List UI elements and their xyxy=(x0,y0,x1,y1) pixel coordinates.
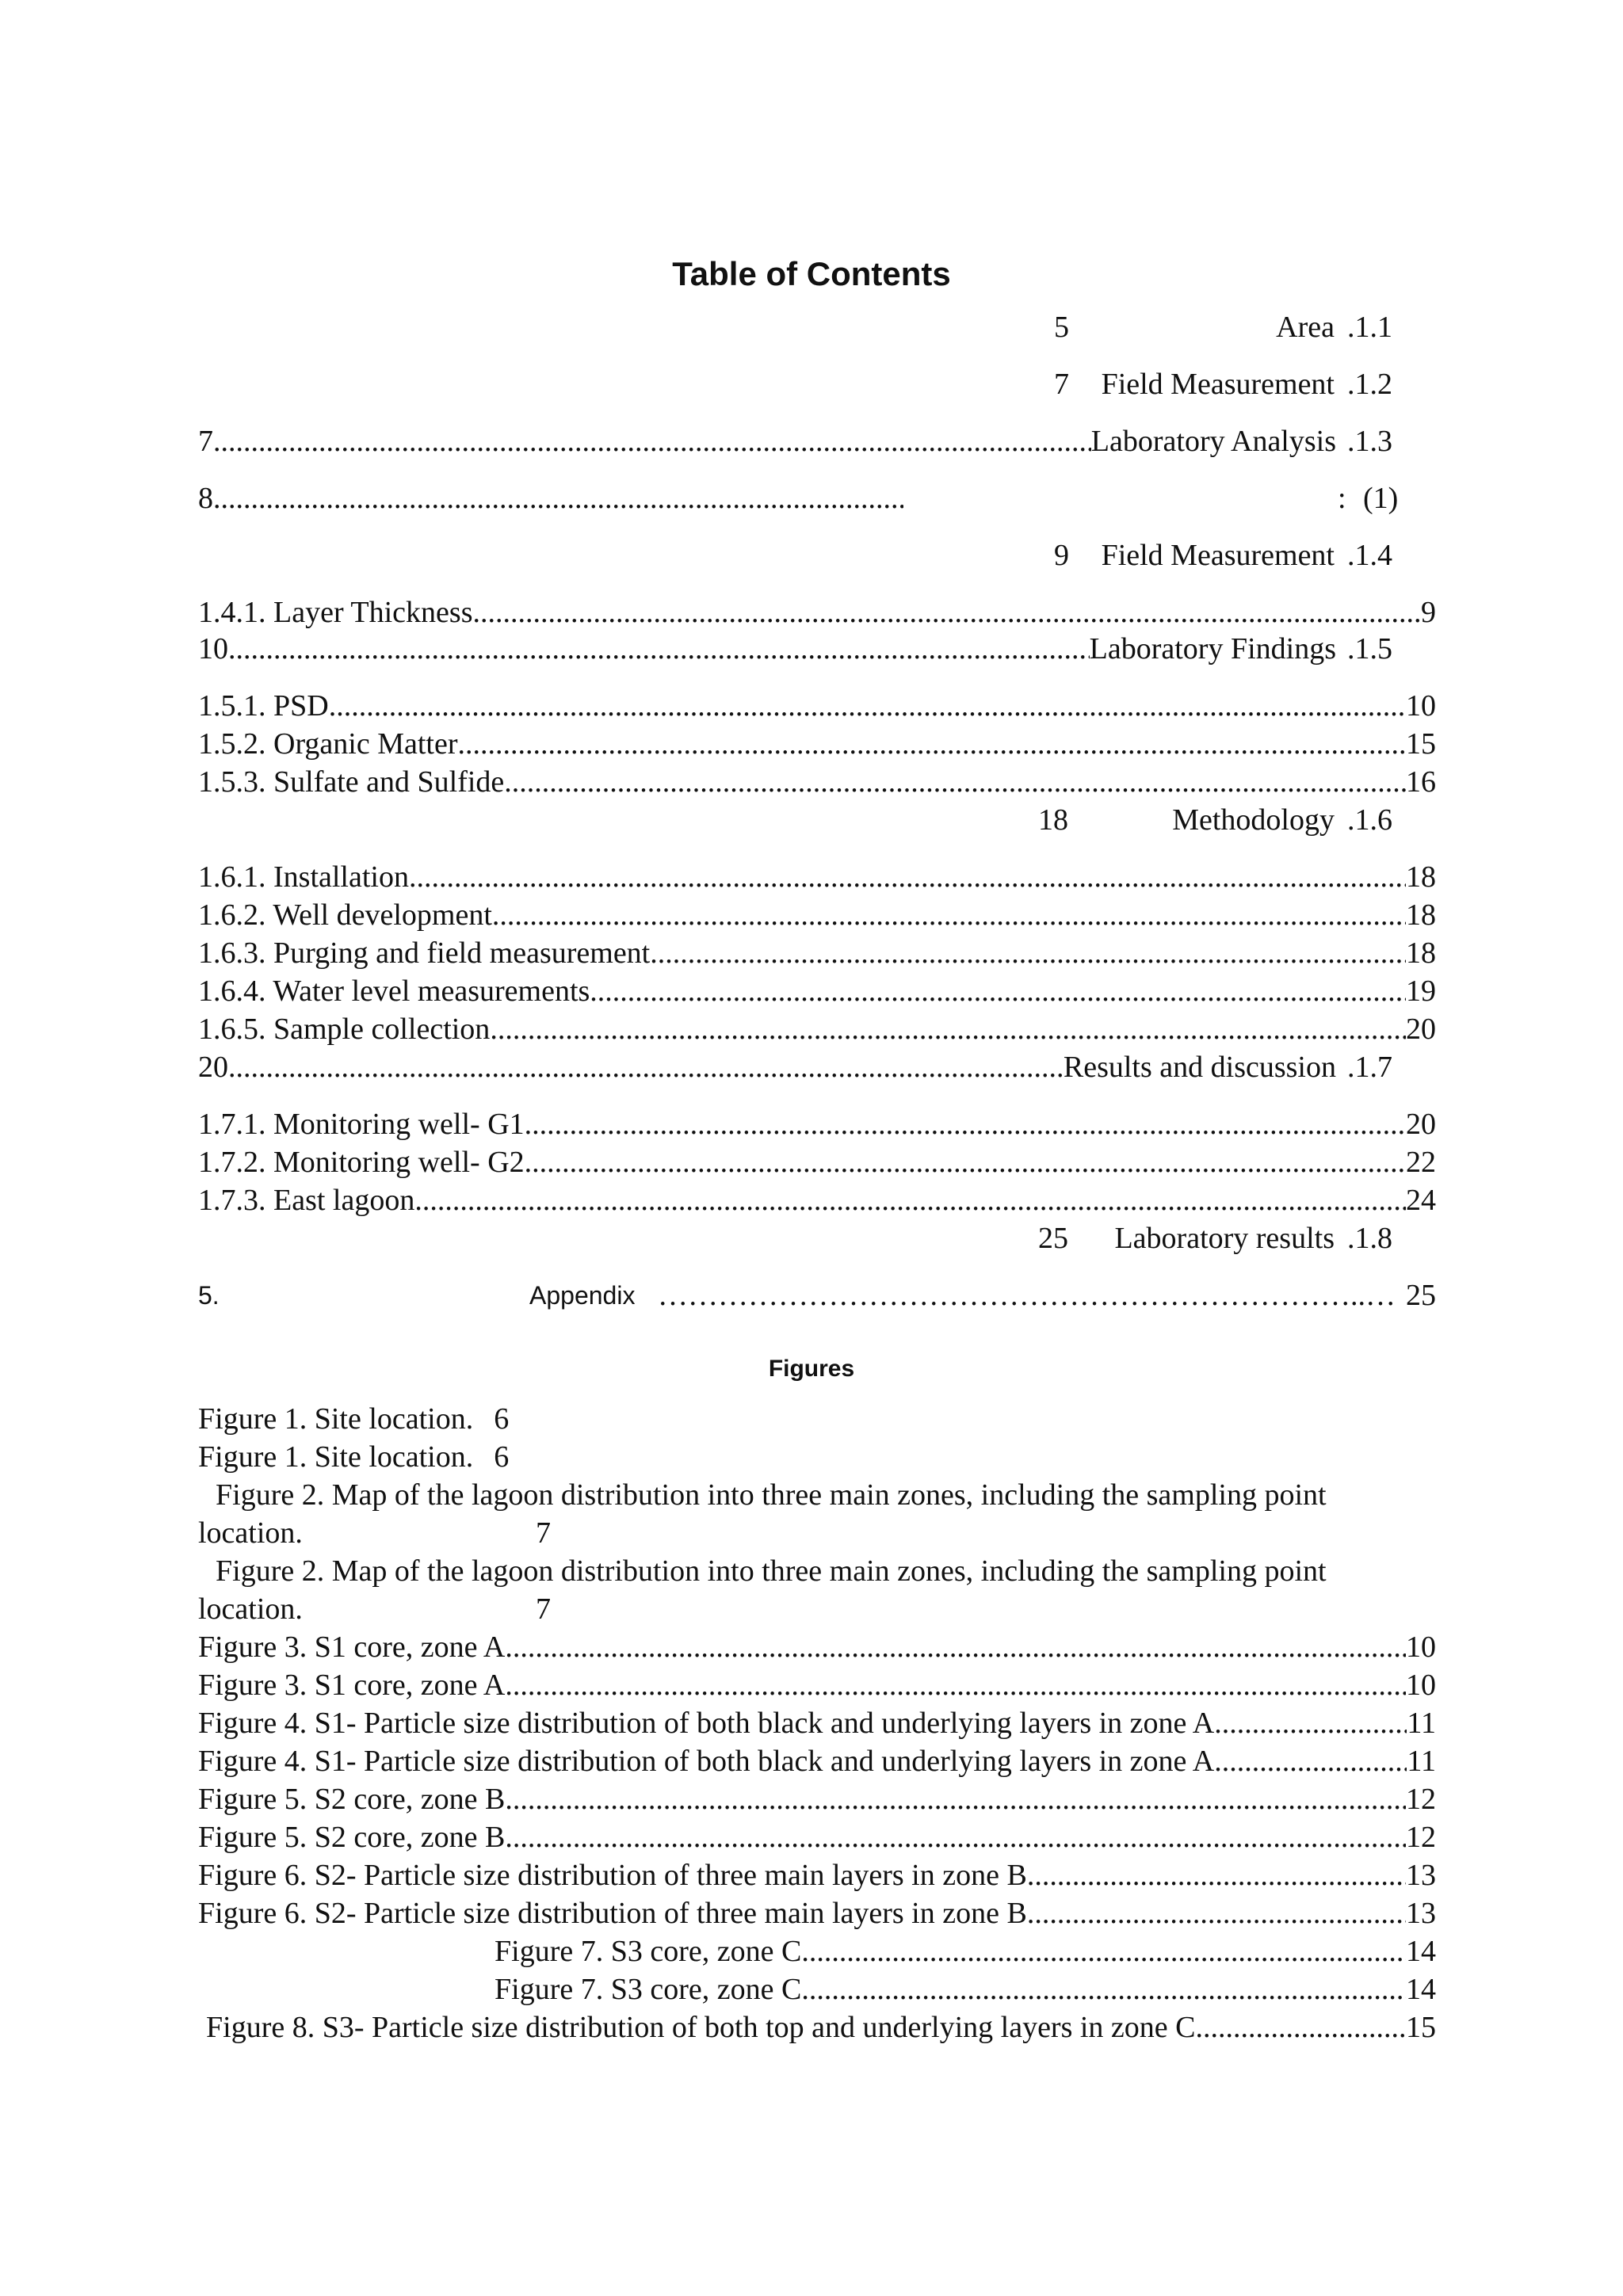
toc-page: 25 xyxy=(1406,1279,1436,1312)
toc-entry[interactable] xyxy=(198,688,1436,724)
figure-leader xyxy=(505,1781,1406,1817)
toc-label: Results and discussion xyxy=(1063,1051,1336,1084)
toc-entry[interactable] xyxy=(198,594,1436,631)
figure-leader xyxy=(801,1933,1406,1970)
figure-entry[interactable] xyxy=(495,1971,1436,2008)
figure-page: 11 xyxy=(1407,1707,1436,1740)
toc-number: .1.4 xyxy=(1347,539,1392,572)
figure-leader xyxy=(1027,1895,1406,1932)
toc-leader xyxy=(473,594,1422,631)
figure-label: Figure 7. S3 core, zone C xyxy=(495,1973,802,2006)
toc-page: 7 xyxy=(198,425,213,458)
figure-entry[interactable] xyxy=(198,1743,1436,1779)
toc-entry[interactable] xyxy=(198,631,1336,667)
toc-label: 1.6.3. Purging and field measurement xyxy=(198,936,651,970)
toc-entry[interactable] xyxy=(198,1144,1436,1180)
toc-page: 18 xyxy=(1406,898,1436,932)
figure-page: 7 xyxy=(536,1592,551,1626)
toc-number: .1.5 xyxy=(1347,632,1392,666)
toc-page: 9 xyxy=(1421,596,1436,629)
toc-entry[interactable] xyxy=(198,480,903,517)
figure-leader xyxy=(1214,1743,1407,1779)
figure-label: Figure 3. S1 core, zone A xyxy=(198,1630,506,1664)
toc-leader xyxy=(458,726,1407,762)
figure-entry[interactable] xyxy=(198,1629,1436,1665)
toc-page: 9 xyxy=(1054,539,1069,572)
figure-leader xyxy=(1214,1705,1407,1741)
toc-label: Field Measurement xyxy=(1101,368,1335,401)
toc-label: 1.5.2. Organic Matter xyxy=(198,727,458,761)
figure-entry[interactable] xyxy=(198,1401,509,1437)
figure-entry[interactable] xyxy=(198,1667,1436,1703)
figure-label-cont: location. xyxy=(198,1592,303,1626)
figure-label: Figure 7. S3 core, zone C xyxy=(495,1935,802,1968)
toc-page: 18 xyxy=(1038,803,1068,837)
toc-entry[interactable] xyxy=(198,726,1436,762)
toc-label: 1.7.2. Monitoring well- G2 xyxy=(198,1146,525,1179)
figure-page: 10 xyxy=(1406,1669,1436,1702)
toc-page: 18 xyxy=(1406,860,1436,894)
figure-page: 10 xyxy=(1406,1630,1436,1664)
toc-number: .1.8 xyxy=(1347,1222,1392,1255)
toc-page: 16 xyxy=(1406,765,1436,799)
figure-page: 6 xyxy=(494,1440,510,1474)
figure-page: 6 xyxy=(494,1402,510,1436)
toc-label: Area xyxy=(1276,311,1335,344)
toc-entry[interactable] xyxy=(198,1106,1436,1142)
figure-page: 11 xyxy=(1407,1745,1436,1778)
figure-label: Figure 5. S2 core, zone B xyxy=(198,1783,506,1816)
figure-page: 13 xyxy=(1406,1859,1436,1892)
toc-number: .1.3 xyxy=(1347,425,1392,458)
figure-page: 12 xyxy=(1406,1821,1436,1854)
figure-entry[interactable] xyxy=(198,1895,1436,1932)
figure-leader xyxy=(1027,1857,1406,1894)
figure-page: 12 xyxy=(1406,1783,1436,1816)
toc-page: 10 xyxy=(198,632,228,666)
figure-page: 13 xyxy=(1406,1897,1436,1930)
toc-leader xyxy=(228,1049,1064,1085)
figure-entry[interactable] xyxy=(198,1819,1436,1855)
figure-leader xyxy=(801,1971,1406,2008)
figure-label: Figure 8. S3- Particle size distribution of both top and underlying layers in zone C xyxy=(206,2011,1196,2044)
toc-label: Appendix xyxy=(529,1281,636,1310)
figure-entry[interactable] xyxy=(198,1857,1436,1894)
toc-leader xyxy=(650,935,1406,971)
toc-page: 18 xyxy=(1406,936,1436,970)
toc-page: 20 xyxy=(1406,1013,1436,1046)
toc-entry[interactable] xyxy=(198,897,1436,933)
figure-label: Figure 1. Site location. xyxy=(198,1440,474,1474)
toc-label: Laboratory Analysis xyxy=(1090,425,1336,458)
toc-label: Laboratory Findings xyxy=(1089,632,1336,666)
toc-number: .1.1 xyxy=(1347,311,1392,344)
figure-leader xyxy=(505,1629,1406,1665)
toc-label: 1.6.1. Installation xyxy=(198,860,409,894)
toc-number: (1) xyxy=(1363,482,1399,515)
toc-leader xyxy=(504,764,1406,800)
toc-page: 20 xyxy=(198,1051,228,1084)
toc-leader xyxy=(213,423,1091,460)
figure-label: Figure 3. S1 core, zone A xyxy=(198,1669,506,1702)
toc-page: 25 xyxy=(1038,1222,1068,1255)
figure-page: 7 xyxy=(536,1516,551,1550)
toc-page: 5 xyxy=(1054,311,1069,344)
toc-number: .1.6 xyxy=(1347,803,1392,837)
figures-heading: Figures xyxy=(768,1356,855,1382)
toc-entry[interactable] xyxy=(198,973,1436,1009)
toc-number: 5. xyxy=(198,1281,220,1310)
figure-label[interactable]: Figure 2. Map of the lagoon distribution into three main zones, including the sampling point xyxy=(216,1478,1327,1512)
toc-entry[interactable] xyxy=(198,859,1436,895)
figure-leader xyxy=(1196,2009,1406,2046)
figure-label[interactable]: Figure 2. Map of the lagoon distribution into three main zones, including the sampling point xyxy=(216,1554,1327,1588)
toc-entry-appendix[interactable] xyxy=(198,1277,1436,1314)
figure-page: 14 xyxy=(1406,1935,1436,1968)
toc-leader xyxy=(414,1182,1406,1219)
figure-label: Figure 5. S2 core, zone B xyxy=(198,1821,506,1854)
figure-entry[interactable] xyxy=(198,1439,509,1475)
figure-label: Figure 1. Site location. xyxy=(198,1402,474,1436)
toc-leader xyxy=(409,859,1406,895)
toc-label: Laboratory results xyxy=(1114,1222,1335,1255)
page-title: Table of Contents xyxy=(672,255,951,292)
toc-leader xyxy=(490,1011,1406,1047)
toc-leader xyxy=(525,1144,1406,1180)
toc-leader: ……………………………………………………………..… xyxy=(658,1279,1396,1312)
toc-leader xyxy=(492,897,1406,933)
toc-label: Field Measurement xyxy=(1101,539,1335,572)
toc-page: 19 xyxy=(1406,974,1436,1008)
toc-entry[interactable] xyxy=(198,764,1436,800)
toc-label: 1.6.4. Water level measurements xyxy=(198,974,590,1008)
figure-entry[interactable] xyxy=(495,1933,1436,1970)
toc-entry[interactable] xyxy=(198,1049,1336,1085)
toc-label: 1.7.1. Monitoring well- G1 xyxy=(198,1108,525,1141)
figure-page: 15 xyxy=(1406,2011,1436,2044)
figure-entry[interactable] xyxy=(198,1781,1436,1817)
toc-label: 1.5.1. PSD xyxy=(198,689,329,723)
toc-entry[interactable] xyxy=(198,935,1436,971)
toc-leader xyxy=(329,688,1406,724)
toc-label: 1.6.5. Sample collection xyxy=(198,1013,491,1046)
toc-page: 8 xyxy=(198,482,213,515)
figure-leader xyxy=(505,1667,1406,1703)
figure-label: Figure 6. S2- Particle size distribution of three main layers in zone B xyxy=(198,1859,1027,1892)
figure-label: Figure 6. S2- Particle size distribution of three main layers in zone B xyxy=(198,1897,1027,1930)
toc-label: 1.4.1. Layer Thickness xyxy=(198,596,473,629)
toc-number: .1.2 xyxy=(1347,368,1392,401)
toc-page: 22 xyxy=(1406,1146,1436,1179)
figure-label-cont: location. xyxy=(198,1516,303,1550)
toc-entry[interactable] xyxy=(198,1182,1436,1219)
toc-leader xyxy=(213,480,903,517)
toc-leader xyxy=(525,1106,1406,1142)
toc-leader xyxy=(228,631,1090,667)
figure-leader xyxy=(505,1819,1406,1855)
figure-page: 14 xyxy=(1406,1973,1436,2006)
toc-leader xyxy=(590,973,1406,1009)
toc-entry[interactable] xyxy=(198,1011,1436,1047)
toc-page: 24 xyxy=(1406,1184,1436,1217)
figure-entry[interactable] xyxy=(198,1705,1436,1741)
toc-page: 15 xyxy=(1406,727,1436,761)
toc-entry[interactable] xyxy=(198,423,1336,460)
toc-page: 20 xyxy=(1406,1108,1436,1141)
toc-label: Methodology xyxy=(1172,803,1335,837)
figure-label: Figure 4. S1- Particle size distribution of both black and underlying layers in zone A xyxy=(198,1707,1215,1740)
toc-label: 1.6.2. Well development xyxy=(198,898,492,932)
toc-label: : xyxy=(1338,482,1346,515)
figure-entry[interactable] xyxy=(206,2009,1436,2046)
toc-page: 10 xyxy=(1406,689,1436,723)
toc-label: 1.5.3. Sulfate and Sulfide xyxy=(198,765,505,799)
toc-number: .1.7 xyxy=(1347,1051,1392,1084)
toc-label: 1.7.3. East lagoon xyxy=(198,1184,415,1217)
toc-page: 7 xyxy=(1054,368,1069,401)
figure-label: Figure 4. S1- Particle size distribution of both black and underlying layers in zone A xyxy=(198,1745,1215,1778)
